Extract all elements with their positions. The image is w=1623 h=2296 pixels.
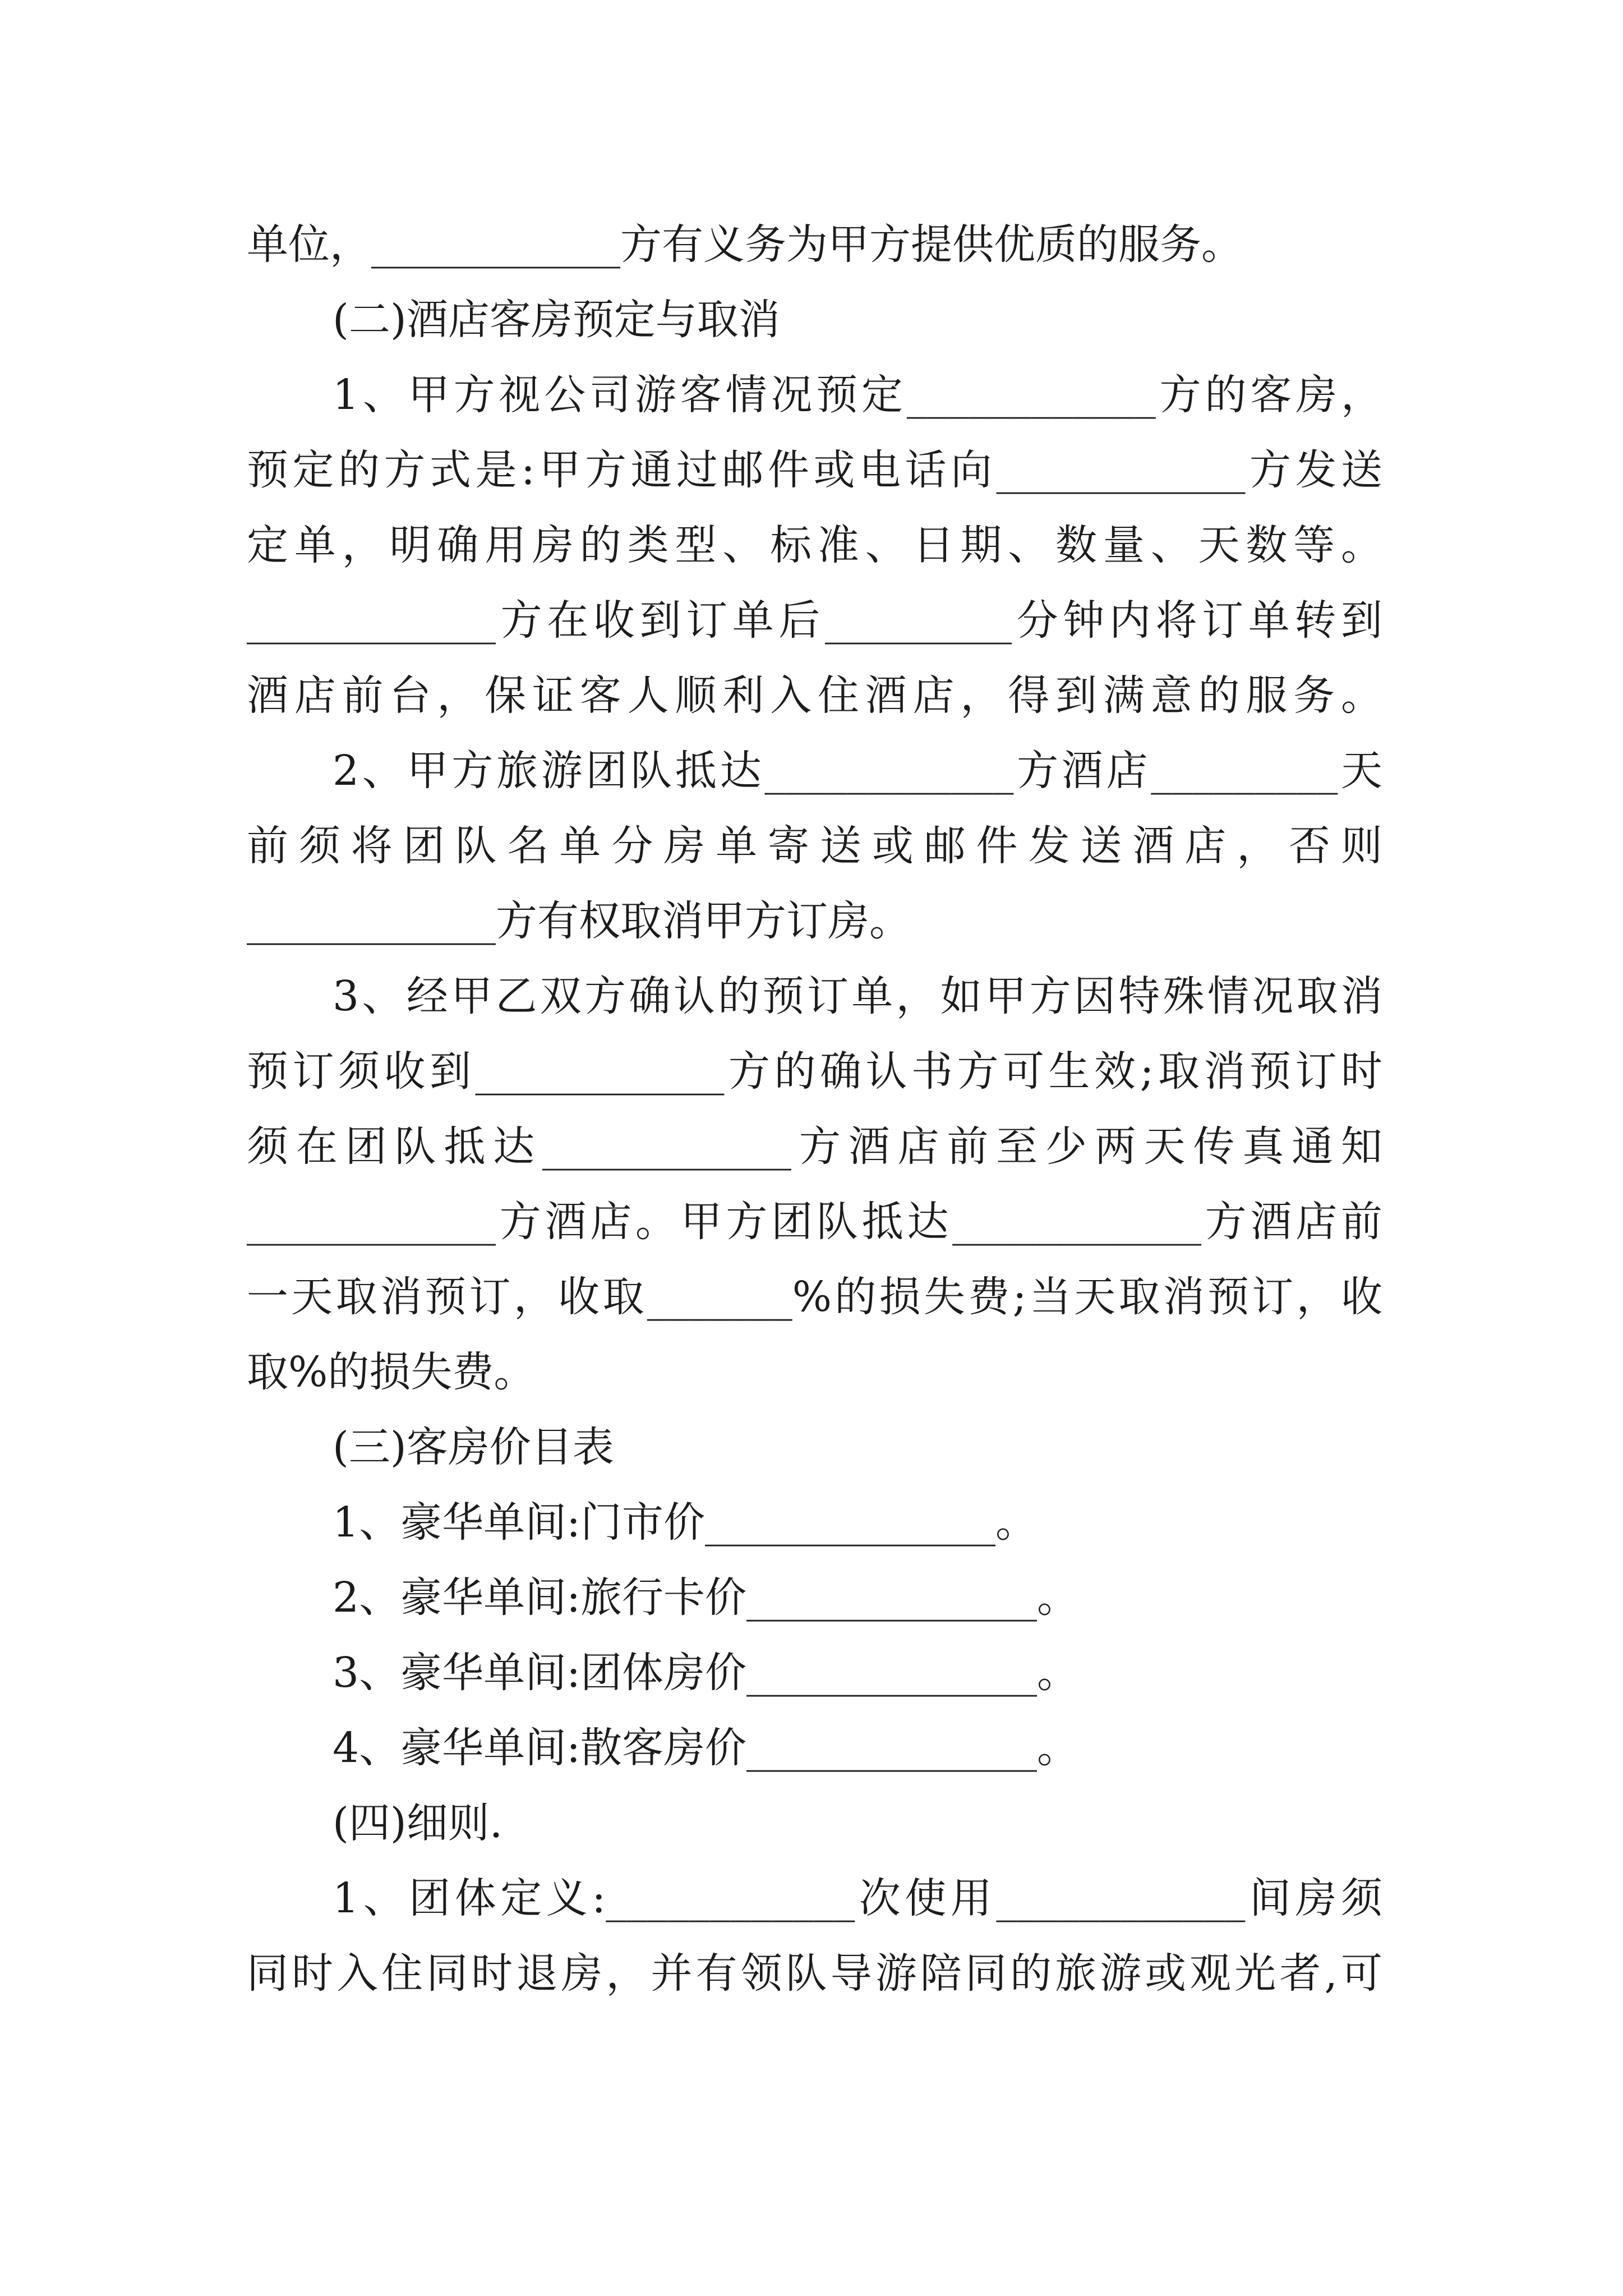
text-line-12: 预订须收到____________方的确认书方可生效;取消预订时 — [247, 1047, 1382, 1096]
text-line-5: 定单，明确用房的类型、标准、日期、数量、天数等。 — [247, 521, 1382, 569]
section-heading-3: (三)客房价目表 — [333, 1423, 614, 1471]
price-line-4: 4、豪华单间:散客房价______________。 — [333, 1724, 1079, 1772]
text-line-6: ____________方在收到订单后_________分钟内将订单转到 — [247, 596, 1382, 645]
text-line-1: 单位，____________方有义务为甲方提供优质的服务。 — [247, 220, 1243, 269]
text-line-8: 2、甲方旅游团队抵达____________方酒店_________天 — [333, 747, 1382, 795]
text-line-7: 酒店前台，保证客人顺利入住酒店，得到满意的服务。 — [247, 671, 1382, 720]
price-line-2: 2、豪华单间:旅行卡价______________。 — [333, 1573, 1079, 1622]
text-line-15: 一天取消预订，收取_______%的损失费;当天取消预订，收 — [247, 1273, 1382, 1321]
text-line-14: ____________方酒店。甲方团队抵达____________方酒店前 — [247, 1198, 1382, 1246]
text-line-24: 同时入住同时退房，并有领队导游陪同的旅游或观光者,可 — [247, 1949, 1382, 1998]
text-line-23: 1、团体定义:____________次使用____________间房须 — [333, 1874, 1382, 1922]
text-line-10: ____________方有权取消甲方订房。 — [247, 897, 911, 945]
text-line-16: 取%的损失费。 — [247, 1348, 536, 1396]
text-line-9: 前须将团队名单分房单寄送或邮件发送酒店，否则 — [247, 822, 1382, 870]
price-line-3: 3、豪华单间:团体房价______________。 — [333, 1649, 1079, 1697]
text-line-13: 须在团队抵达____________方酒店前至少两天传真通知 — [247, 1122, 1382, 1171]
text-line-11: 3、经甲乙双方确认的预订单，如甲方因特殊情况取消 — [333, 972, 1382, 1020]
section-heading-4: (四)细则. — [333, 1799, 503, 1847]
text-line-3: 1、甲方视公司游客情况预定____________方的客房， — [333, 371, 1382, 419]
text-line-4: 预定的方式是:甲方通过邮件或电话向____________方发送 — [247, 446, 1382, 494]
price-line-1: 1、豪华单间:门市价______________。 — [333, 1498, 1038, 1547]
section-heading-2: (二)酒店客房预定与取消 — [333, 296, 780, 344]
